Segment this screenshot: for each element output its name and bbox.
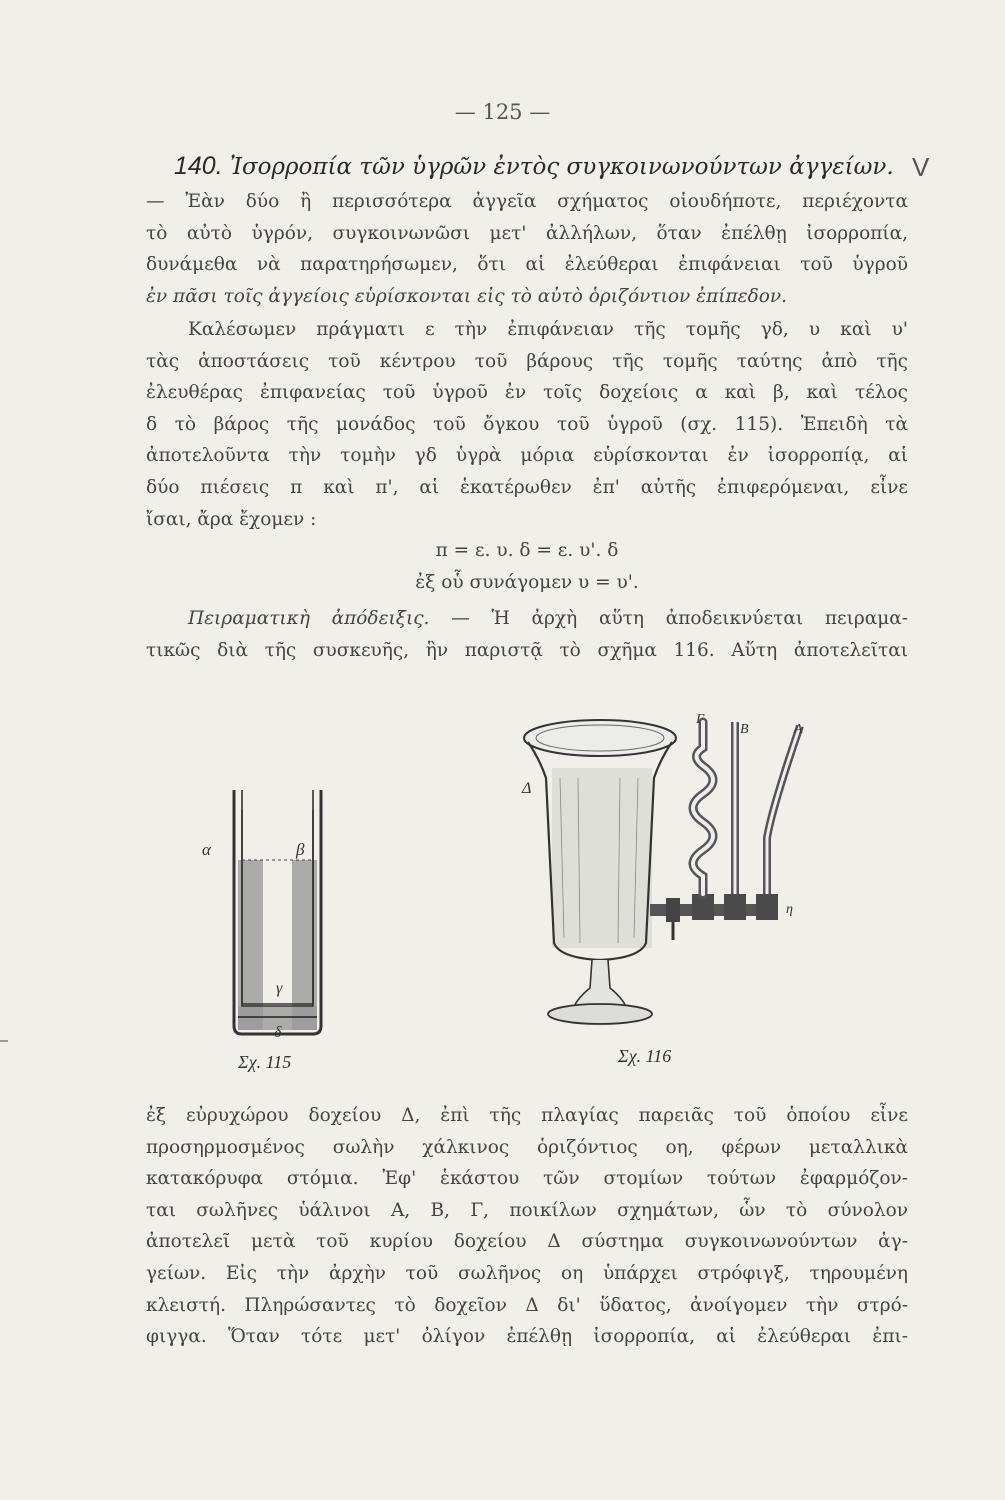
stopcock <box>666 898 680 922</box>
handwritten-check-mark: V <box>912 152 930 182</box>
text-line: ται σωλῆνες ὑάλινοι Α, Β, Γ, ποικίλων σχημάτων, ὧν τὸ σύνολον <box>146 1199 908 1221</box>
vessel-foot <box>548 1004 652 1024</box>
text-line: δ τὸ βάρος τῆς μονάδος τοῦ ὄγκου τοῦ ὑγροῦ (σχ. 115). Ἐπειδὴ τὰ <box>146 413 908 435</box>
text-line <box>146 603 908 635</box>
figure-115-u-tube <box>196 780 346 1050</box>
label-tube-a: Α <box>794 722 803 737</box>
figure-116-caption: Σχ. 116 <box>618 1046 672 1066</box>
text-line: ἐν πᾶσι τοῖς ἀγγείοις εὑρίσκονται εἰς τὸ αὐτὸ ὁριζόντιον ἐπίπεδον. <box>146 285 787 307</box>
section-title: Ἰσορροπία τῶν ὑγρῶν ἐντὸς συγκοινωνούντων ἀγγείων. <box>229 154 894 180</box>
equation-line: ἐξ οὗ συνάγομεν υ = υ'. <box>415 571 639 593</box>
label-b: β <box>296 840 305 859</box>
label-g: γ <box>276 980 283 997</box>
label-d: δ <box>274 1024 282 1041</box>
text-line: — Ἐὰν δύο ἢ περισσότερα ἀγγεῖα σχήματος οἱουδήποτε, περιέχοντα <box>146 191 908 212</box>
text-line: κατακόρυφα στόμια. Ἐφ' ἑκάστου τῶν στομίων τούτων ἐφαρμόζον- <box>146 1168 908 1190</box>
label-tube-g: Γ <box>696 712 704 727</box>
mount-a <box>756 894 778 920</box>
label-vessel-d: Δ <box>522 780 532 797</box>
text-line: δυνάμεθα νὰ παρατηρήσωμεν, ὅτι αἱ ἐλεύθεραι ἐπιφάνειαι τοῦ ὑγροῦ <box>146 254 908 276</box>
text-line: τικῶς διὰ τῆς συσκευῆς, ἣν παριστᾷ τὸ σχῆμα 116. Αὕτη ἀποτελεῖται <box>146 639 908 661</box>
text-line: ἀποτελοῦντα τὴν τομὴν γδ ὑγρὰ μόρια εὑρίσκονται ἐν ἰσορροπίᾳ, αἱ <box>146 445 908 467</box>
text-line: φιγγα. Ὅταν τότε μετ' ὀλίγον ἐπέλθῃ ἰσορροπία, αἱ ἐλεύθεραι ἐπι- <box>146 1326 908 1348</box>
experiment-label: Πειραματικὴ ἀπόδειξις. <box>188 608 430 629</box>
text-line: γείων. Εἰς τὴν ἀρχὴν τοῦ σωλῆνος οη ὑπάρχει στρόφιγξ, τηρουμένη <box>146 1262 908 1284</box>
section-heading <box>174 152 914 181</box>
text-line: δύο πιέσεις π καὶ π', αἱ ἑκατέρωθεν ἐπ' αὐτῆς ἐπιφερόμεναι, εἶνε <box>146 476 908 498</box>
paragraph-4 <box>146 1100 908 1353</box>
page-number: — 125 — <box>454 100 551 124</box>
text-line: τὸ αὐτὸ ὑγρόν, συγκοινωνῶσι μετ' ἀλλήλων, ὅταν ἐπέλθῃ ἰσορροπία, <box>146 222 908 244</box>
text-line: ἐξ εὐρυχώρου δοχείου Δ, ἐπὶ τῆς πλαγίας παρειᾶς τοῦ ὁποίου εἶνε <box>146 1105 908 1126</box>
paragraph-2 <box>146 314 908 598</box>
text-line: Καλέσωμεν πράγματι ε τὴν ἐπιφάνειαν τῆς τομῆς γδ, υ καὶ υ' <box>188 319 908 340</box>
label-pipe-n: η <box>786 902 793 917</box>
mount-b <box>724 894 746 920</box>
paragraph-1 <box>146 186 908 312</box>
margin-tick <box>0 1040 8 1042</box>
text-line: ἴσαι, ἄρα ἔχομεν : <box>146 508 317 530</box>
equation-line: π = ε. υ. δ = ε. υ'. δ <box>435 540 619 562</box>
text-line: τὰς ἀποστάσεις τοῦ κέντρου τοῦ βάρους τῆς τομῆς ταύτης ἀπὸ τῆς <box>146 350 908 372</box>
figure-115-caption: Σχ. 115 <box>238 1052 292 1072</box>
label-a: α <box>202 840 211 859</box>
text-line: προσηρμοσμένος σωλὴν χάλκινος ὁριζόντιος οη, φέρων μεταλλικὰ <box>146 1136 908 1158</box>
figure-116-vessels <box>500 708 830 1038</box>
label-tube-b: Β <box>740 722 749 737</box>
section-number: 140. <box>174 152 223 180</box>
paragraph-3 <box>146 603 908 666</box>
text-line: ἐλευθέρας ἐπιφανείας τοῦ ὑγροῦ ἐν τοῖς δοχείοις α καὶ β, καὶ τέλος <box>146 382 908 404</box>
vessel-liquid <box>552 768 652 948</box>
text-span: — Ἡ ἀρχὴ αὕτη ἀποδεικνύεται πειραμα- <box>451 608 908 629</box>
text-line: ἀποτελεῖ μετὰ τοῦ κυρίου δοχείου Δ σύστημα συγκοινωνούντων ἀγ- <box>146 1231 908 1253</box>
text-line: κλειστή. Πληρώσαντες τὸ δοχεῖον Δ δι' ὕδατος, ἀνοίγομεν τὴν στρό- <box>146 1294 908 1316</box>
